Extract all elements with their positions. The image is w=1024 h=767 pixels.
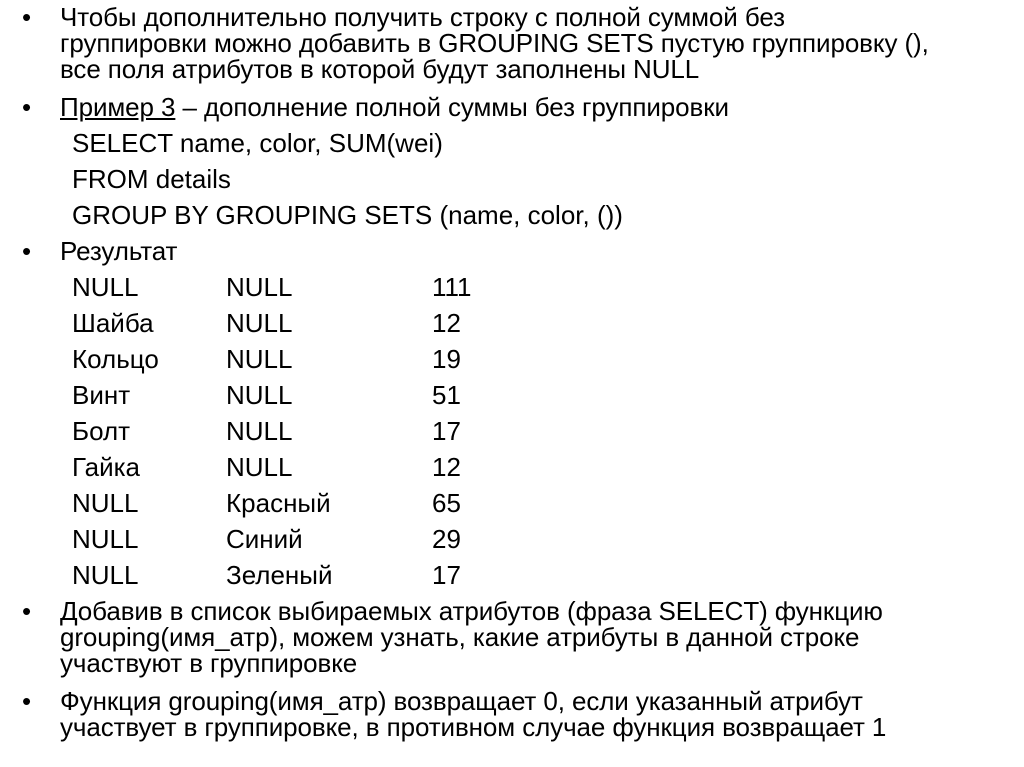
cell-name: NULL [72,560,139,590]
table-row [0,418,1024,448]
cell-color: Синий [226,524,303,554]
bullet-3-text [60,238,1020,264]
table-row [0,274,1024,304]
cell-name: Шайба [72,308,154,338]
bullet-marker: • [22,596,32,626]
bullet-5-text [60,688,1020,740]
table-row [0,454,1024,484]
bullet-1-text [60,4,1020,82]
bullet-1-line-3: все поля атрибутов в которой будут заполнены NULL [60,54,700,84]
cell-color: Красный [226,488,331,518]
sql-line-select: SELECT name, color, SUM(wei) [72,128,443,158]
cell-sum: 12 [432,308,461,338]
table-row [0,526,1024,556]
example-description: – дополнение полной суммы без группировки [175,92,729,122]
result-label: Результат [60,236,178,266]
bullet-marker: • [22,2,32,32]
cell-name: NULL [72,488,139,518]
cell-color: NULL [226,272,293,302]
cell-name: Болт [72,416,131,446]
table-row [0,382,1024,412]
bullet-4-text [60,598,1020,676]
cell-color: NULL [226,416,293,446]
cell-sum: 65 [432,488,461,518]
cell-color: NULL [226,308,293,338]
sql-line-from: FROM details [72,164,231,194]
bullet-marker: • [22,236,32,266]
cell-name: NULL [72,524,139,554]
cell-sum: 51 [432,380,461,410]
cell-name: Гайка [72,452,141,482]
cell-sum: 12 [432,452,461,482]
cell-sum: 19 [432,344,461,374]
bullet-marker: • [22,686,32,716]
cell-color: NULL [226,452,293,482]
sql-line-group-by: GROUP BY GROUPING SETS (name, color, ()) [72,200,623,230]
cell-sum: 111 [432,272,472,302]
cell-name: Кольцо [72,344,159,374]
table-row [0,562,1024,592]
bullet-1-line-1: Чтобы дополнительно получить строку с полной суммой без [60,2,785,32]
table-row [0,490,1024,520]
bullet-5-line-2: участвует в группировке, в противном случае функция возвращает 1 [60,712,887,742]
table-row [0,310,1024,340]
bullet-4-line-2: grouping(имя_атр), можем узнать, какие атрибуты в данной строке [60,622,860,652]
table-row [0,346,1024,376]
bullet-4-line-3: участвуют в группировке [60,648,358,678]
example-label: Пример 3 [60,92,176,122]
bullet-1-line-2: группировки можно добавить в GROUPING SETS пустую группировку (), [60,28,929,58]
bullet-2-text [60,94,1020,120]
cell-color: Зеленый [226,560,333,590]
cell-color: NULL [226,380,293,410]
cell-sum: 17 [432,416,461,446]
cell-color: NULL [226,344,293,374]
bullet-4-line-1: Добавив в список выбираемых атрибутов (фраза SELECT) функцию [60,596,883,626]
bullet-marker: • [22,92,32,122]
bullet-5-line-1: Функция grouping(имя_атр) возвращает 0, если указанный атрибут [60,686,863,716]
cell-sum: 17 [432,560,461,590]
cell-name: Винт [72,380,131,410]
cell-sum: 29 [432,524,461,554]
cell-name: NULL [72,272,139,302]
